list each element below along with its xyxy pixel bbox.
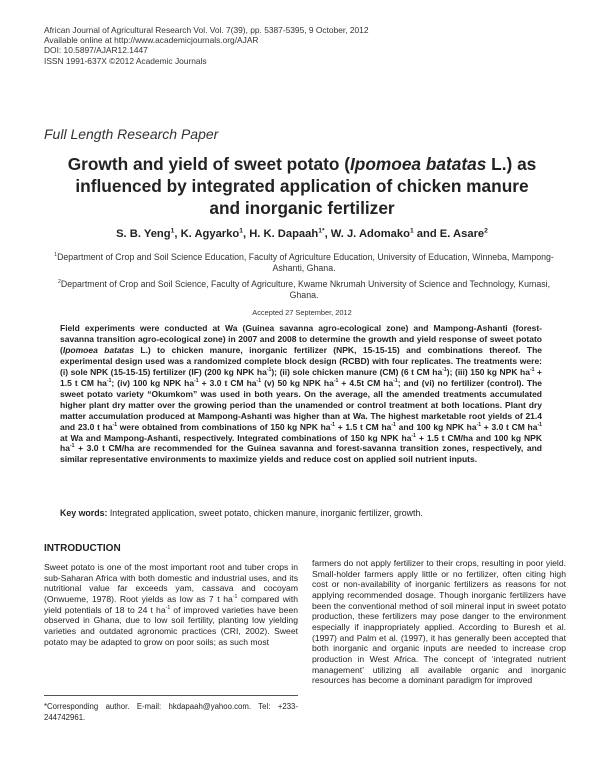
abstract-sup: -1 [476,421,482,428]
paper-type: Full Length Research Paper [44,126,219,142]
abstract-sup: -1 [411,432,416,439]
abstract-sup: -1 [442,366,447,373]
author-affil-mark: 1 [409,227,414,235]
abstract-sup: -1 [256,377,262,384]
abstract-text: + 3.0 t CM ha [481,421,538,432]
title-part-1: Growth and yield of sweet potato ( [67,154,350,174]
affiliation-2 [44,279,564,301]
abstract-text: were obtained from combinations of 150 kg NPK ha [117,421,331,432]
abstract-text: + 3.0 t CM ha [198,377,257,388]
author-name: H. K. Dapaah [249,228,319,240]
author-name: W. J. Adomako [330,228,410,240]
abstract-sup: -1 [391,421,396,428]
corresponding-author-footnote: *Corresponding author. E-mail: hkdapaah@yahoo.com. Tel: +233-244742961. [44,702,298,722]
author-affil-mark: 1 [170,227,175,235]
author-affil-mark: 1* [318,227,325,235]
abstract-text: at Wa and Mampong-Ashanti, respectively. Integrated combinations of 150 kg NPK ha [60,432,412,443]
abstract-text: and 100 kg NPK ha [395,421,477,432]
abstract-text: + 1.5 t CM ha [60,366,543,388]
section-heading-introduction: INTRODUCTION [44,543,121,554]
affiliation-1 [44,252,564,274]
journal-header [44,25,369,66]
accepted-date: Accepted 27 September, 2012 [252,308,352,317]
keywords [60,508,542,518]
author-separator: and [413,228,440,240]
abstract-text: L.) to chicken manure, inorganic fertilizer (NPK, 15-15-15) and combinations thereof. The experimental design used was a randomized complete block design (RCBD) with four replicates. The treatments were: (i) sole NPK (15-15-15) fertilizer (IF) (200 kg NPK ha [60,344,542,377]
abstract [60,323,542,465]
footnote-divider [44,695,298,696]
keywords-text: Integrated application, sweet potato, chicken manure, inorganic fertilizer, growth. [107,508,423,518]
author-name: E. Asare [439,228,485,240]
abstract-text: + 4.5t CM ha [338,377,394,388]
abstract-text: ; and (vi) no fertilizer (control). The sweet potato variety “Okumkom” was used in both years. On the average, all the amended treatments accumulated higher plant dry matter over the growing period than the unamended or control treatment at both locations. Plant dry matter accumulation produced at Mampong-Ashanti was higher than at Wa. The highest marketable root yields of 21.4 and 23.0 t ha [60,377,543,432]
title-part-2: L.) as influenced by integrated application of chicken manure and inorganic fertilizer [75,154,537,218]
author-affil-mark: 2 [484,227,488,235]
abstract-sup: -1 [194,377,199,384]
paper-title [60,153,544,219]
body-text: compared with yield potentials of 18 to 24 t ha [44,593,299,615]
body-text: of improved varieties have been observed in Ghana, due to low soil fertility, planting low yielding varieties and outdated agronomic practices (CRI, 2002). Sweet potato may be adapted to grow on poor soils; as such most [44,604,298,647]
affiliation-mark: 2 [57,279,61,286]
abstract-sup: -1 [266,366,272,373]
author-separator: , [174,228,181,240]
body-text: Sweet potato is one of the most important root and tuber crops in sub-Saharan Africa with both domestic and industrial uses, and its nutritional value far exceeds yam, cassava and cocoyam (Onwueme, 1978). Root yields as low as 7 t ha [44,562,298,604]
journal-url[interactable]: Available online at http://www.academicjournals.org/AJAR [44,35,259,46]
body-sup: -1 [232,594,238,601]
abstract-text: Field experiments were conducted at Wa (Guinea savanna agro-ecological zone) and Mampong-Ashanti (forest-savanna transition agro-ecological zone) in 2007 and 2008 to determine the growth and yield response of sweet potato ( [60,323,542,355]
abstract-sup: -1 [393,377,398,384]
journal-citation: African Journal of Agricultural Research Vol. Vol. 7(39), pp. 5387-5395, 9 October, 2012 [44,25,369,35]
author-affil-mark: 1 [239,227,243,235]
abstract-sup: -1 [529,366,535,373]
abstract-sup: -1 [69,443,75,450]
abstract-species: Ipomoea batatas [62,344,134,355]
author-name: S. B. Yeng [116,228,171,240]
abstract-text: + 1.5 t CM ha [335,421,392,432]
affiliation-text: Department of Crop and Soil Science, Faculty of Agriculture, Kwame Nkrumah University of Science and Technology, Kumasi, Ghana. [60,279,551,300]
abstract-text: ; (iv) 100 kg NPK ha [111,377,195,388]
abstract-sup: -1 [537,421,542,428]
author-separator: , [324,228,331,240]
abstract-sup: -1 [330,421,336,428]
author-name: K. Agyarko [180,228,240,240]
affiliation-mark: 1 [54,252,58,259]
affiliation-text: Department of Crop and Soil Science Education, Faculty of Agriculture Education, University of Education, Winneba, Mampong-Ashanti, Ghana. [57,252,554,273]
abstract-sup: -1 [106,377,112,384]
journal-issn: ISSN 1991-637X ©2012 Academic Journals [44,55,207,66]
abstract-sup: -1 [112,421,118,428]
author-separator: , [242,228,250,240]
abstract-sup: -1 [333,377,339,384]
keywords-label: Key words: [60,508,108,518]
abstract-text: + 3.0 t CM/ha are recommended for the Guinea savanna and forest-savanna transition zones, respectively, and similar representative environments to maximize yields and reduce cost on applied soil nutrient inputs. [60,443,542,465]
title-species: Ipomoea batatas [349,154,487,174]
abstract-text: + 1.5 t CM/ha and 100 kg NPK ha [60,432,542,454]
abstract-text: ); (ii) sole chicken manure (CM) (6 t CM ha [271,366,443,377]
abstract-text: ); (iii) 150 kg NPK ha [446,366,530,377]
intro-column-left [44,562,298,647]
body-sup: -1 [165,604,171,611]
author-list [60,228,544,240]
abstract-text: (v) 50 kg NPK ha [261,377,334,388]
journal-doi: DOI: 10.5897/AJAR12.1447 [44,45,148,56]
intro-column-right: farmers do not apply fertilizer to their crops, resulting in poor yield. Small-holder farmers apply little or no fertilizer, often citing high cost or non-availability of inorganic fertilizers as reasons for not applying recommended dosage. Though inorganic fertilizers have been the conventional method of soil mineral input in sweet potato production, these fertilizers may pose danger to the environment especially if inappropriately applied. According to Buresh et al. (1997) and Palm et al. (1997), it has generally been accepted that both inorganic and organic inputs are needed to increase crop production in West Africa. The concept of ‘integrated nutrient management’ utilizing all available organic and inorganic resources has become a dominant paradigm for improved [312,558,566,686]
